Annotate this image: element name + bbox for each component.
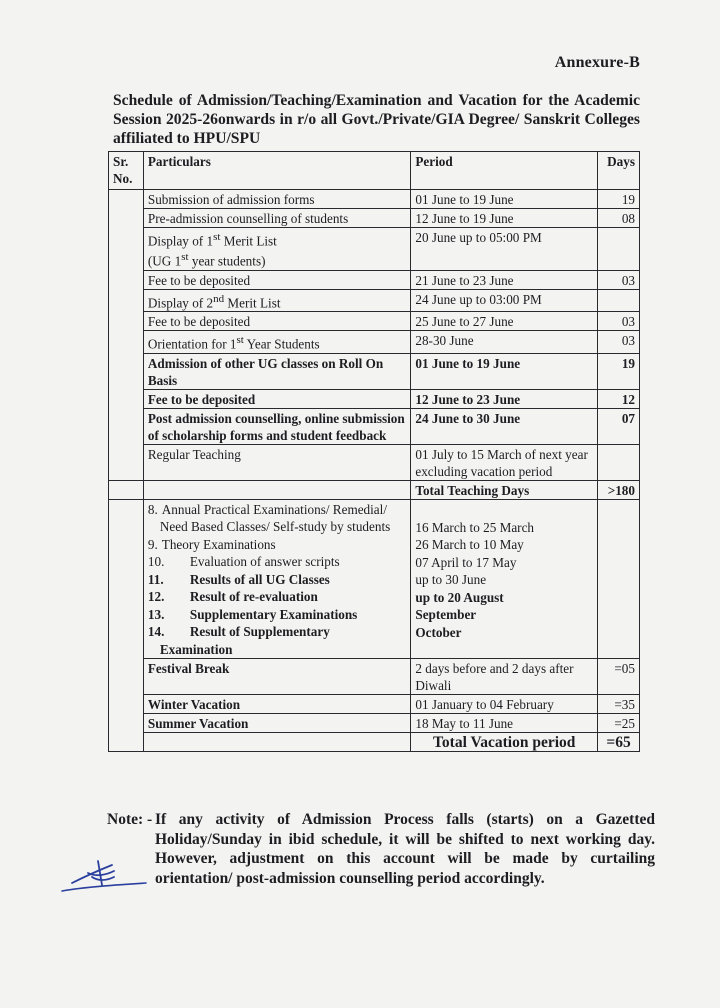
exam-item-number: 11. xyxy=(147,571,164,587)
table-row xyxy=(109,389,640,408)
row-days xyxy=(598,289,640,311)
text-part: Display of 2 xyxy=(147,295,214,311)
row-particulars: Admission of other UG classes on Roll On Basis xyxy=(143,353,410,389)
exam-item xyxy=(148,501,406,519)
row-period: 24 June to 30 June xyxy=(411,408,598,444)
exam-item xyxy=(148,606,406,624)
exam-item-text: Theory Examinations xyxy=(161,536,276,552)
row-days: 12 xyxy=(598,389,640,408)
empty-cell xyxy=(143,733,410,752)
empty-cell xyxy=(143,480,410,499)
schedule-table xyxy=(108,151,640,752)
exam-items-cell xyxy=(143,499,410,659)
row-period: 01 July to 15 March of next year excluding vacation period xyxy=(411,444,598,480)
exam-item-number: 10. xyxy=(147,554,165,570)
header-sr-line1: Sr. xyxy=(113,154,129,169)
sr-no-cell xyxy=(109,499,144,752)
row-days: 07 xyxy=(598,408,640,444)
signature-icon xyxy=(58,855,148,897)
table-row xyxy=(109,209,640,228)
text-part: year students) xyxy=(188,253,266,269)
total-teaching-days: >180 xyxy=(598,480,640,499)
total-vacation-row xyxy=(109,733,640,752)
row-days: 03 xyxy=(598,270,640,289)
superscript: st xyxy=(213,231,221,243)
row-particulars: Fee to be deposited xyxy=(143,270,410,289)
superscript: st xyxy=(236,334,244,347)
row-days: 03 xyxy=(598,312,640,331)
text-part: Year Students xyxy=(243,336,320,352)
vacation-period: 2 days before and 2 days after Diwali xyxy=(411,659,598,695)
empty-cell xyxy=(598,499,640,659)
table-row xyxy=(109,270,640,289)
row-period: 20 June up to 05:00 PM xyxy=(411,228,598,271)
exam-period: 26 March to 10 May xyxy=(415,537,524,553)
note-text: If any activity of Admission Process falls (starts) on a Gazetted Holiday/Sunday in ibid schedule, it will be shifted to next working day. However, adjustment on this account will be made by curtailing orientation/ post-admission counselling period accordingly. xyxy=(155,811,655,887)
row-period: 24 June up to 03:00 PM xyxy=(411,289,598,311)
vacation-days: =05 xyxy=(598,659,640,695)
row-days: 19 xyxy=(598,190,640,209)
header-sr-line2: No. xyxy=(113,171,133,186)
exam-item xyxy=(148,588,406,606)
annexure-label: Annexure-B xyxy=(554,54,640,71)
document-title: Schedule of Admission/Teaching/Examination and Vacation for the Academic Session 2025-26onwards in r/o all Govt./Private/GIA Degree/ Sanskrit Colleges affiliated to HPU/SPU xyxy=(113,92,640,147)
exam-item xyxy=(148,623,406,641)
table-row xyxy=(109,353,640,389)
row-days: 19 xyxy=(598,353,640,389)
row-particulars xyxy=(143,228,410,271)
exam-item xyxy=(148,536,406,554)
row-period: 12 June to 23 June xyxy=(411,389,598,408)
exam-item-number: 8. xyxy=(147,501,158,517)
row-particulars: Post admission counselling, online submission of scholarship forms and student feedback xyxy=(143,408,410,444)
vacation-particulars: Festival Break xyxy=(143,659,410,695)
exam-item-text: Supplementary Examinations xyxy=(189,606,358,622)
exam-period: up to 20 August xyxy=(415,589,504,605)
exam-item-number: 12. xyxy=(147,589,165,605)
exam-period: September xyxy=(415,607,477,623)
row-period: 01 June to 19 June xyxy=(411,190,598,209)
vacation-row xyxy=(109,695,640,714)
row-particulars: Pre-admission counselling of students xyxy=(143,209,410,228)
header-sr-no xyxy=(109,152,144,190)
text-part: Orientation for 1 xyxy=(147,336,237,352)
exam-period: 16 March to 25 March xyxy=(415,519,535,535)
total-vacation-label: Total Vacation period xyxy=(411,733,598,752)
table-row xyxy=(109,289,640,311)
exam-period: 07 April to 17 May xyxy=(415,554,517,570)
total-vacation-days: =65 xyxy=(598,733,640,752)
row-period: 28-30 June xyxy=(411,331,598,353)
exam-item-continued xyxy=(148,641,406,659)
row-particulars: Regular Teaching xyxy=(143,444,410,480)
table-row xyxy=(109,408,640,444)
row-period: 25 June to 27 June xyxy=(411,312,598,331)
exam-item-number: 9. xyxy=(147,536,158,552)
vacation-days: =35 xyxy=(598,695,640,714)
exam-period: up to 30 June xyxy=(415,572,487,588)
row-particulars xyxy=(143,331,410,353)
header-period: Period xyxy=(411,152,598,190)
exam-period: October xyxy=(415,624,462,640)
sr-no-cell xyxy=(109,190,144,481)
row-particulars: Fee to be deposited xyxy=(143,312,410,331)
exam-item-text: Evaluation of answer scripts xyxy=(189,554,340,570)
row-period: 21 June to 23 June xyxy=(411,270,598,289)
text-part: (UG 1 xyxy=(147,253,182,269)
row-particulars: Submission of admission forms xyxy=(143,190,410,209)
row-period: 01 June to 19 June xyxy=(411,353,598,389)
exam-item-number: 13. xyxy=(147,606,165,622)
superscript: st xyxy=(181,251,189,264)
vacation-row xyxy=(109,714,640,733)
table-row xyxy=(109,331,640,353)
table-row xyxy=(109,312,640,331)
exam-item-number: 14. xyxy=(147,624,165,640)
table-row xyxy=(109,228,640,271)
note-block xyxy=(107,810,655,888)
exam-item-text: Examination xyxy=(159,641,233,657)
row-days xyxy=(598,444,640,480)
exam-item-text: Annual Practical Examinations/ Remedial/ xyxy=(161,501,387,517)
text-part: Display of 1 xyxy=(147,233,214,249)
row-particulars xyxy=(143,289,410,311)
superscript: nd xyxy=(213,292,225,305)
table-header-row xyxy=(109,152,640,190)
row-period: 12 June to 19 June xyxy=(411,209,598,228)
text-part: Merit List xyxy=(224,295,281,311)
header-days: Days xyxy=(598,152,640,190)
exam-item xyxy=(148,571,406,589)
exam-item-text: Result of re-evaluation xyxy=(189,589,318,605)
table-row xyxy=(109,444,640,480)
table-row xyxy=(109,190,640,209)
vacation-period: 18 May to 11 June xyxy=(411,714,598,733)
row-particulars: Fee to be deposited xyxy=(143,389,410,408)
exam-items-list xyxy=(148,501,406,659)
exam-row xyxy=(109,499,640,659)
exam-periods-list xyxy=(415,519,593,642)
total-teaching-row xyxy=(109,480,640,499)
exam-item-text: Results of all UG Classes xyxy=(189,571,330,587)
exam-item-continued xyxy=(148,518,406,536)
vacation-period: 01 January to 04 February xyxy=(411,695,598,714)
exam-periods-cell xyxy=(411,499,598,659)
row-days: 08 xyxy=(598,209,640,228)
vacation-particulars: Summer Vacation xyxy=(143,714,410,733)
text-part: Merit List xyxy=(220,233,277,249)
empty-cell xyxy=(109,480,144,499)
header-particulars: Particulars xyxy=(143,152,410,190)
row-days: 03 xyxy=(598,331,640,353)
total-teaching-label: Total Teaching Days xyxy=(411,480,598,499)
vacation-particulars: Winter Vacation xyxy=(143,695,410,714)
row-days xyxy=(598,228,640,271)
note-label: Note: - xyxy=(107,811,153,828)
exam-item-text: Result of Supplementary xyxy=(189,624,330,640)
vacation-row xyxy=(109,659,640,695)
vacation-days: =25 xyxy=(598,714,640,733)
exam-item-text: Need Based Classes/ Self-study by students xyxy=(159,519,391,535)
exam-item xyxy=(148,553,406,571)
